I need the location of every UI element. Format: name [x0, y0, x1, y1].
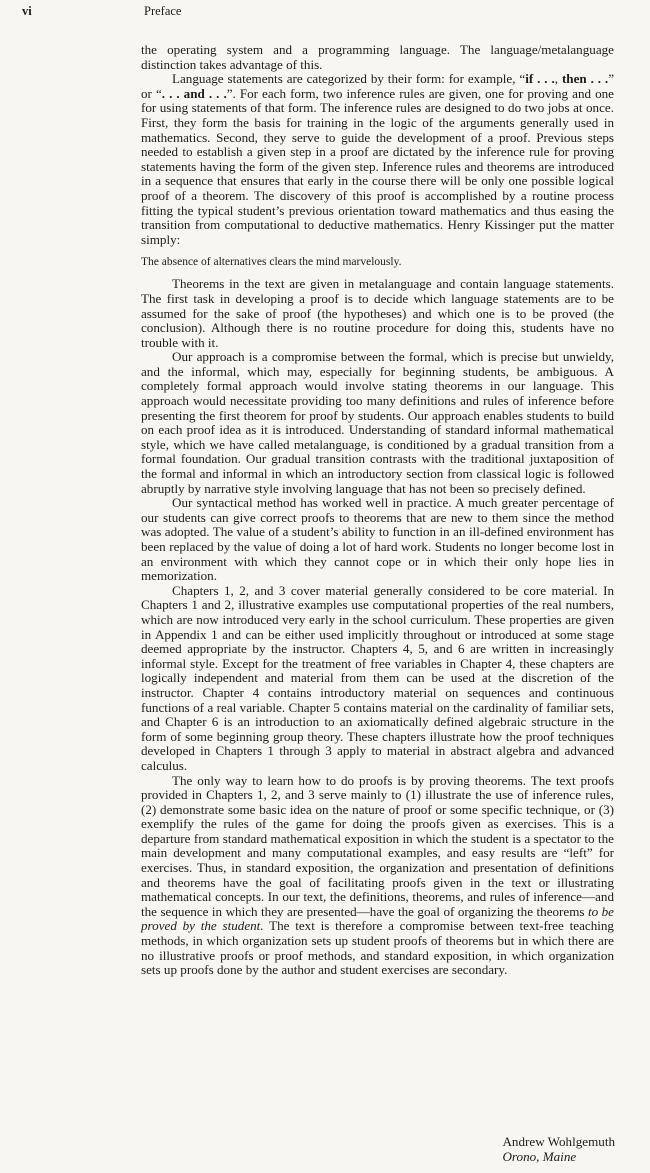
- bold-keyword: . . . and . . .: [161, 85, 227, 101]
- text-run: The only way to learn how to do proofs is by proving theorems. The text proofs provided in Chapters 1, 2, and 3 serve mainly to (1) illustrate the use of inference rules, (2) demonstrate some basic idea on the nature of proof or some specific technique, or (3) exemplify the rules of the game for doing the proofs given as exercises. This is a departure from standard mathematical exposition in which the student is a spectator to the main development and many computational examples, and easy results are “left” for exercises. Thus, in standard exposition, the organization and presentation of definitions and theorems have the goal of facilitating proofs given in the text or illustrating mathematical concepts. In our text, the definitions, theorems, and rules of inference—and the sequence in which they are presented—have the goal of organizing the theorems: [141, 772, 614, 919]
- text-run: ”. For each form, two inference rules are given, one for proving and one for using statements of that form. The inference rules are designed to do two jobs at once. First, they form the basis for training in the logic of the arguments generally used in mathematics. Second, they serve to guide the development of a proof. Previous steps needed to establish a given step in a proof are dictated by the inference rule for proving statements having the form of the given step. Inference rules and theorems are introduced in a sequence that ensures that early in the course there will be only one possible logical proof of a theorem. The discovery of this proof is accomplished by a routine process fitting the typical student’s previous orientation toward mathematics and thus easing the transition from computational to deductive mathematics. Henry Kissinger put the matter simply:: [141, 85, 614, 247]
- running-title: Preface: [144, 4, 182, 18]
- preface-body: [141, 43, 614, 978]
- bold-keyword: then . . .: [561, 71, 609, 87]
- italic-phrase: to be proved by the student.: [141, 903, 614, 934]
- text-run: Language statements are categorized by their form: for example, “: [172, 71, 526, 87]
- text-run: The text is therefore a compromise between text-free teaching methods, in which organization sets up student proofs of theorems but in which there are no illustrative proofs or proof methods, and standard exposition, in which organization sets up proofs done by the author and student exercises are secondary.: [141, 918, 614, 978]
- text-run: ,: [554, 71, 562, 87]
- page-number: vi: [22, 4, 32, 18]
- author-name: Andrew Wohlgemuth: [502, 1134, 615, 1149]
- block-quote: The absence of alternatives clears the mind marvelously.: [141, 256, 402, 269]
- text-run: ” or “: [141, 71, 615, 101]
- paragraph-chapters: Chapters 1, 2, and 3 cover material generally considered to be core material. In Chapters 1 and 2, illustrative examples use computational properties of the real numbers, which are now introduced very early in the school curriculum. These properties are given in Appendix 1 and can be either used implicitly throughout or introduced at some stage deemed appropriate by the instructor. Chapters 4, 5, and 6 are written in increasingly informal style. Except for the treatment of free variables in Chapter 4, these chapters are logically independent and material from them can be used at the discretion of the instructor. Chapter 4 contains introductory material on sequences and continuous functions of a real variable. Chapter 5 contains material on the cardinality of familiar sets, and Chapter 6 is an introduction to an axiomatically defined algebraic structure in the form of some beginning group theory. These chapters illustrate how the proof techniques developed in Chapters 1 through 3 apply to material in abstract algebra and advanced calculus.: [141, 582, 614, 773]
- paragraph-approach: Our approach is a compromise between the formal, which is precise but unwieldy, and the informal, which may, especially for beginning students, be ambiguous. A completely formal approach would involve stating theorems in our language. This approach would necessitate providing too many definitions and rules of inference before presenting the first theorem for proof by students. Our approach enables students to build on each proof idea as it is introduced. Understanding of standard informal mathematical style, which we have called metalanguage, is conditioned by a gradual transition from a formal foundation. Our gradual transition contrasts with the traditional juxtaposition of the formal and informal in which an introductory section from classical logic is followed abruptly by narrative style involving language that has not been so precisely defined.: [141, 349, 614, 496]
- author-place: Orono, Maine: [502, 1149, 577, 1164]
- signature: [502, 1134, 615, 1164]
- paragraph-inference-rules: [141, 72, 614, 247]
- paragraph-syntactical-method: Our syntactical method has worked well in practice. A much greater percentage of our students can give correct proofs to theorems that are new to them since the method was adopted. The value of a student’s ability to function in an ill-defined environment has been replaced by the value of doing a lot of hard work. Students no longer become lost in an environment with which they cannot cope or in which their only hope lies in memorization.: [141, 495, 614, 584]
- paragraph-theorems: Theorems in the text are given in metalanguage and contain language statements. The first task in developing a proof is to decide which language statements are to be assumed for the sake of proof (the hypotheses) and which one is to be proved (the conclusion). Although there is no routine procedure for doing this, students have no trouble with it.: [141, 276, 614, 350]
- paragraph-continued: the operating system and a programming language. The language/metalanguage distinction takes advantage of this.: [141, 42, 614, 72]
- paragraph-learning-proofs: [141, 774, 614, 978]
- bold-keyword: if . . .: [525, 71, 555, 87]
